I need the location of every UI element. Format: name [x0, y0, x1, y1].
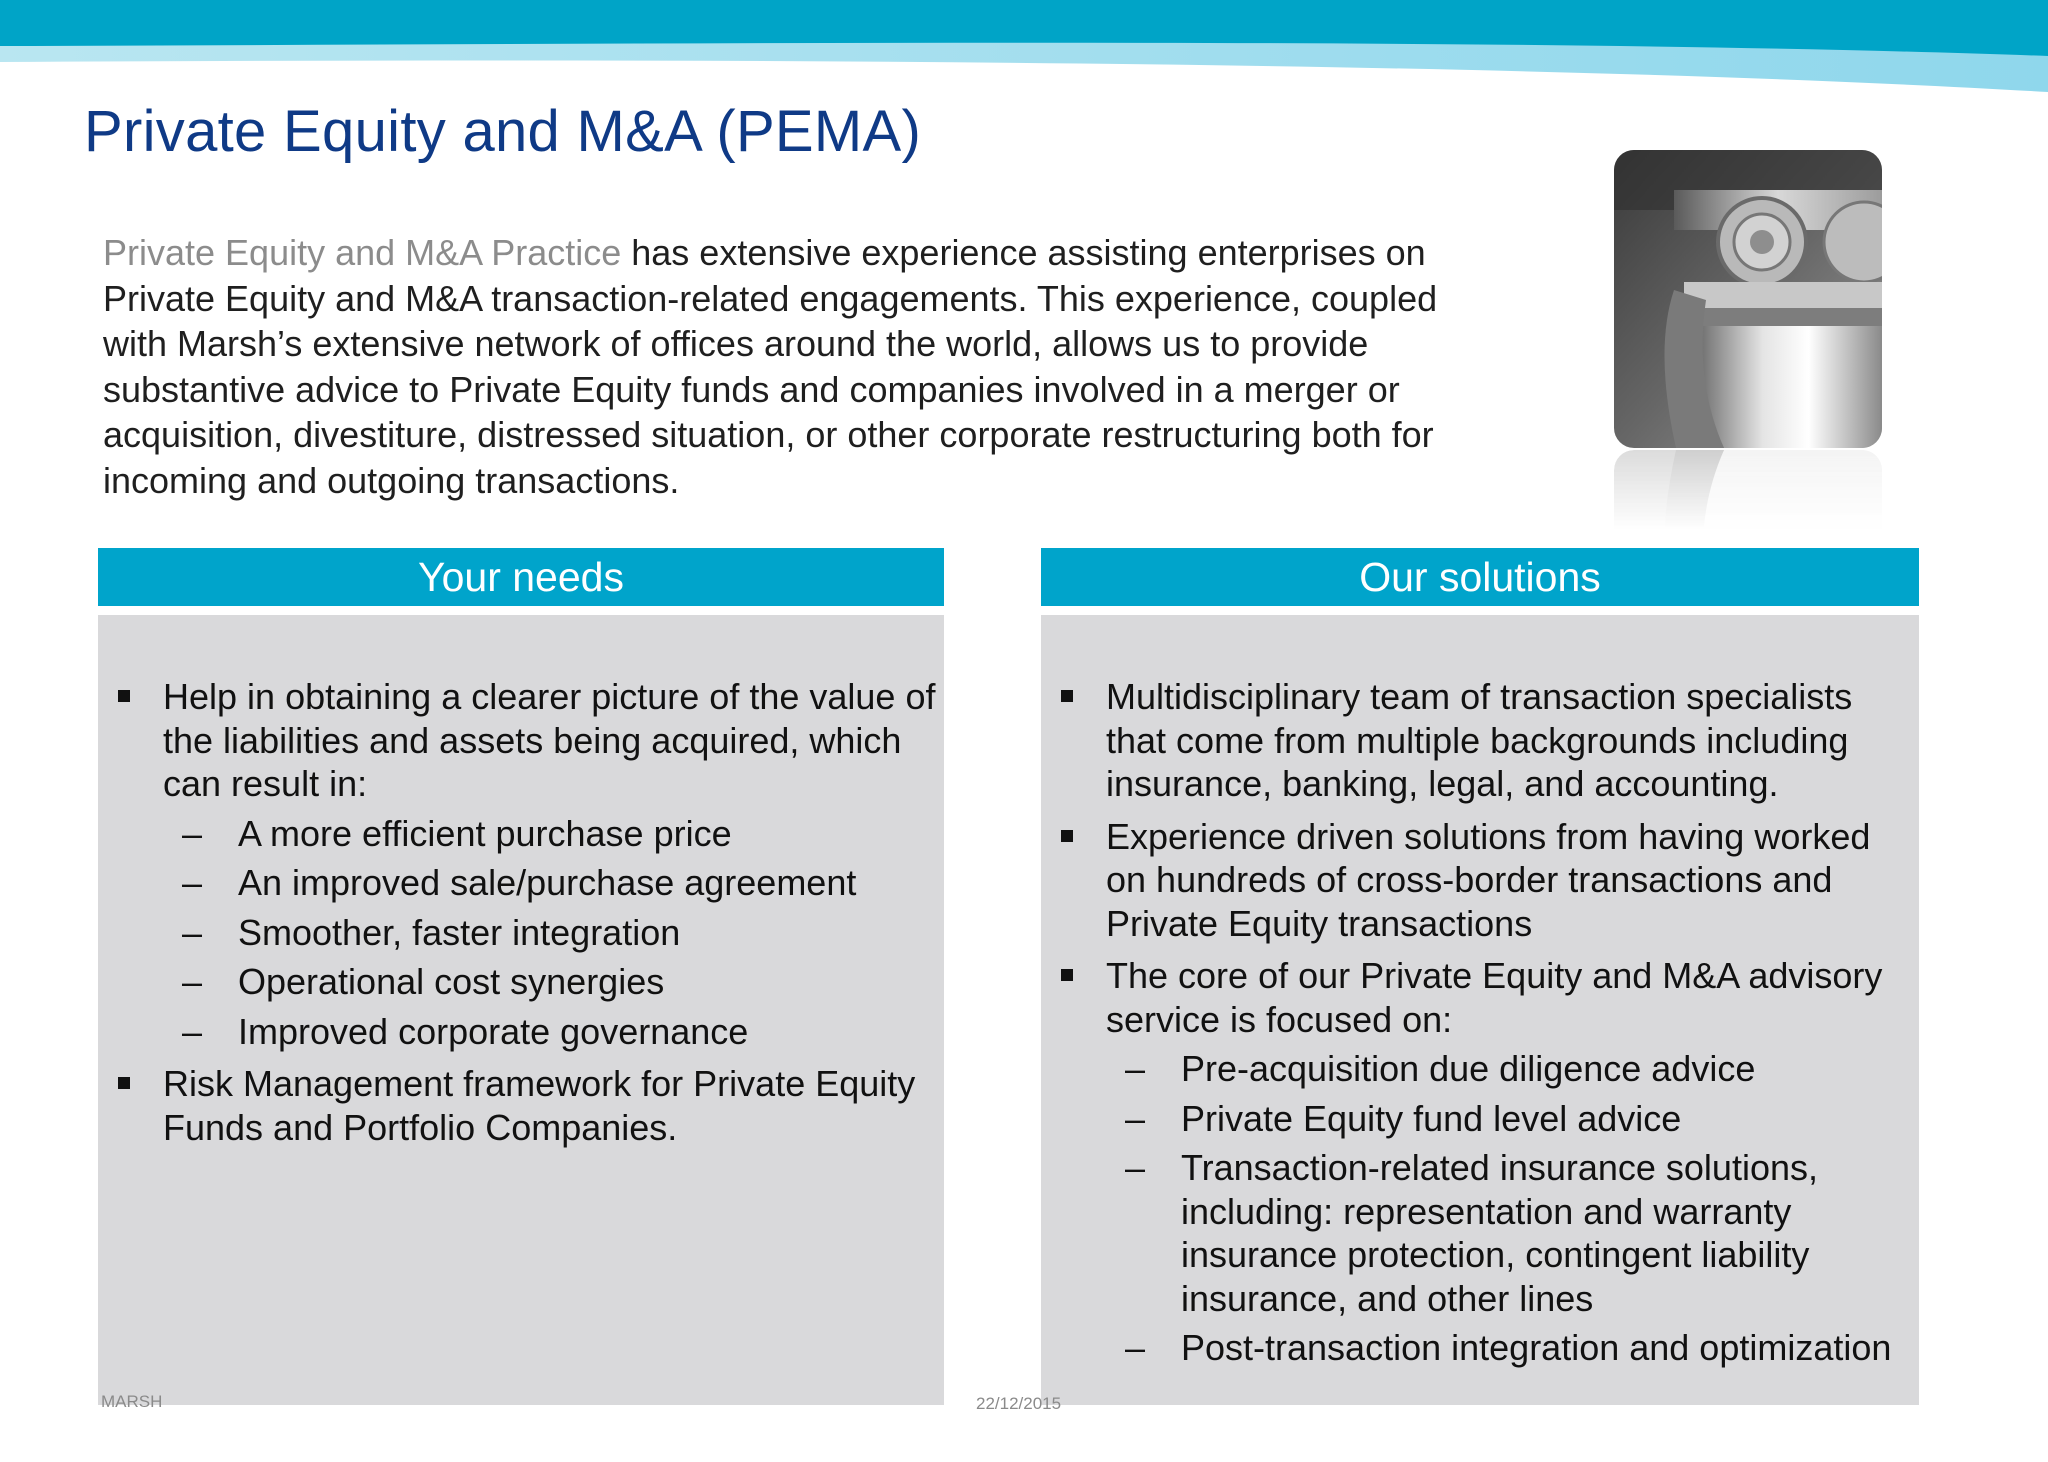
footer-date: 22/12/2015	[976, 1394, 1062, 1413]
header-wave-band	[0, 0, 2048, 100]
dash-bullet-icon: –	[182, 862, 203, 903]
dash-bullet-icon: –	[182, 1010, 203, 1052]
dash-bullet-icon: –	[1125, 1327, 1146, 1368]
dash-bullet-icon: –	[1125, 1048, 1146, 1089]
dash-bullet-icon: –	[182, 961, 203, 1002]
needs-sub-bullet: – A more efficient purchase price	[182, 812, 732, 854]
column-capital-photo	[1614, 150, 1882, 530]
your-needs-body	[98, 615, 944, 1405]
square-bullet-icon	[1061, 830, 1073, 842]
intro-paragraph	[103, 230, 1503, 504]
dash-bullet-icon: –	[1125, 1097, 1146, 1139]
solutions-sub-bullet: – Private Equity fund level advice	[1125, 1097, 1682, 1139]
dash-bullet-icon: –	[182, 911, 203, 953]
square-bullet-icon	[118, 1077, 130, 1089]
needs-sub-bullet: – Smoother, faster integration	[182, 911, 681, 953]
solutions-bullet: Experience driven solutions from having worked on hundreds of cross-border transactions and Private Equity transactions	[1041, 815, 1919, 946]
column-capital-reflection	[1614, 450, 1882, 530]
needs-bullet: Help in obtaining a clearer picture of the value of the liabilities and assets being acquired, which can result in:	[98, 675, 944, 806]
dash-bullet-icon: –	[182, 812, 203, 854]
intro-text: has extensive experience assisting enterprises on Private Equity and M&A transaction-related engagements. This experience, coupled with Marsh’s extensive network of offices around the world, allows us to provide substantive advice to Private Equity funds and companies involved in a merger or acquisition, divestiture, distressed situation, or other corporate restructuring both for incoming and outgoing transactions.	[103, 232, 1438, 501]
your-needs-panel	[98, 548, 944, 1405]
footer-brand: MARSH	[101, 1392, 163, 1411]
needs-sub-bullet: – Improved corporate governance	[182, 1010, 749, 1052]
our-solutions-heading: Our solutions	[1041, 548, 1919, 606]
page-title: Private Equity and M&A (PEMA)	[84, 99, 922, 164]
column-capital-image	[1614, 150, 1882, 448]
solutions-sub-bullet: – Pre-acquisition due diligence advice	[1125, 1048, 1756, 1089]
needs-sub-bullet: – Operational cost synergies	[182, 961, 665, 1002]
solutions-sub-bullet: – Post-transaction integration and optimization	[1125, 1327, 1892, 1368]
our-solutions-panel	[1041, 548, 1919, 1405]
our-solutions-body	[1041, 615, 1919, 1405]
intro-lead: Private Equity and M&A Practice	[103, 232, 622, 273]
solutions-sub-bullet: – Transaction-related insurance solutions, including: representation and warranty insurance protection, contingent liability insurance, and other lines	[1125, 1147, 1818, 1319]
needs-sub-bullet: – An improved sale/purchase agreement	[182, 862, 857, 903]
square-bullet-icon	[1061, 969, 1073, 981]
your-needs-heading: Your needs	[98, 548, 944, 606]
needs-bullet: Risk Management framework for Private Equity Funds and Portfolio Companies.	[98, 1062, 944, 1149]
dash-bullet-icon: –	[1125, 1147, 1146, 1188]
solutions-bullet: The core of our Private Equity and M&A advisory service is focused on:	[1041, 954, 1919, 1041]
solutions-bullet: Multidisciplinary team of transaction specialists that come from multiple backgrounds including insurance, banking, legal, and accounting.	[1041, 675, 1919, 806]
square-bullet-icon	[1061, 690, 1073, 702]
square-bullet-icon	[118, 690, 130, 702]
